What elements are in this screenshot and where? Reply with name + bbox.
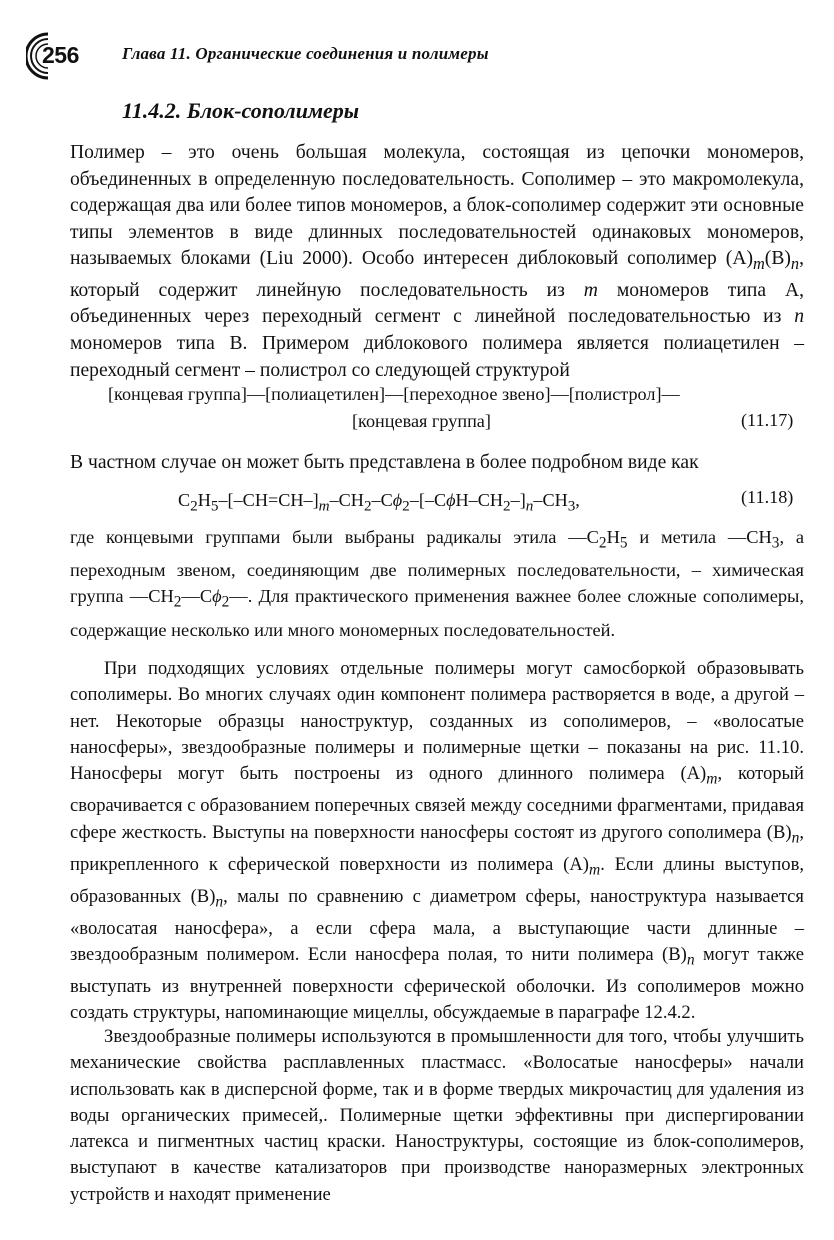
variable: m — [583, 279, 598, 301]
text-run: , который содержит линейную последовательность из — [70, 248, 804, 301]
formula-phi: ϕ — [446, 490, 456, 510]
equation-number-11-18: (11.18) — [741, 487, 794, 507]
paragraph-detail-intro: В частном случае он может быть представлена в более подробном виде как — [70, 452, 699, 473]
text-run: —. Для практического применения важнее более сложные сополимеры, содержащие несколько или много мономерных последовательностей. — [70, 586, 805, 640]
paragraph-intro — [70, 140, 804, 384]
formula-part: –[–CH=CH–] — [218, 490, 319, 510]
formula-part: –CH — [329, 490, 364, 510]
formula-subscript: 5 — [210, 497, 219, 515]
text-run: мономеров типа В. Примером диблокового полимера является полиацетилен – переходный сегмент – полистрол со следующей структурой — [70, 333, 804, 381]
subscript: 2 — [221, 594, 230, 612]
equation-11-18 — [178, 487, 580, 520]
formula-part: C — [178, 490, 191, 510]
formula-part: H — [197, 490, 211, 510]
page-number: 256 — [42, 42, 79, 68]
formula-part: –CH — [533, 490, 568, 510]
formula-part: –C — [371, 490, 393, 510]
text-run: (В) — [764, 248, 791, 270]
text-run: , а переходным звеном, соединяющим две полимерных последовательности, – химическая группа —CH — [70, 527, 805, 607]
text-run: могут также выступать из внутренней поверхности сферической оболочки. Из сополимеров можно создать структуры, напоминающие мицеллы, обсуждаемые в параграфе 12.4.2. — [70, 943, 804, 1024]
subscript: n — [790, 254, 800, 274]
subscript: m — [753, 254, 765, 274]
formula-part: , — [575, 490, 580, 510]
section-title: 11.4.2. Блок-сополимеры — [122, 98, 360, 123]
equation-11-17-line-1: [концевая группа]—[полиацетилен]—[переходное звено]—[полистрол]— — [108, 384, 680, 404]
text-run: H — [606, 527, 620, 547]
equation-11-17-line-2: [концевая группа] — [352, 411, 491, 431]
formula-part: H–CH — [455, 490, 504, 510]
formula-subscript: 2 — [190, 497, 198, 515]
paragraph-applications: Звездообразные полимеры используются в промышленности для того, чтобы улучшить механические свойства расплавленных пластмасс. «Волосатые наносферы» начали использовать как в дисперсной форме, так и в форме твердых микрочастиц для удаления из воды органических примесей,. Полимерные щетки эффективны при диспергировании латекса и пигментных частиц краски. Наноструктуры, состоящие из блок-сополимеров, выступают в качестве катализаторов при производстве наноразмерных электронных устройств и находят применение — [70, 1026, 804, 1205]
subscript: 3 — [771, 534, 780, 552]
paragraph-end-groups — [70, 524, 804, 643]
subscript: 2 — [598, 534, 607, 552]
text-run: , малы по сравнению с диаметром сферы, наноструктура называется «волосатая наносфера», а если сфера мала, а выступающие части длинные – звездообразным полимером. Если наносфера полая, то нити полимера (В) — [70, 885, 804, 965]
phi-symbol: ϕ — [212, 586, 222, 607]
subscript: 5 — [619, 534, 628, 552]
text-run: —C — [181, 586, 213, 607]
text-run: . Если длины выступов, образованных (В) — [70, 853, 804, 907]
formula-subscript: 2 — [363, 497, 372, 515]
paragraph-self-assembly — [70, 656, 804, 1026]
subscript: n — [215, 893, 224, 911]
running-title: Глава 11. Органические соединения и полимеры — [122, 44, 489, 63]
text-run: мономеров типа А, объединенных через переходный сегмент с линейной последовательностью из — [70, 279, 804, 328]
text-run: Полимер – это очень большая молекула, состоящая из цепочки мономеров, объединенных в определенную последовательность. Сополимер – это макромолекула, содержащая два или более типов мономеров, а блок-сополимер содержит эти основные типы элементов в виде длинных последовательностей одинаковых мономеров, называемых блоками (Liu 2000). Особо интересен диблоковый сополимер (А) — [70, 142, 804, 270]
variable: n — [794, 306, 804, 328]
formula-phi: ϕ — [392, 490, 403, 510]
equation-number-11-17: (11.17) — [741, 410, 794, 430]
formula-subscript: 3 — [567, 497, 576, 515]
text-run: , прикрепленного к сферической поверхности из полимера (А) — [70, 821, 804, 875]
text-run: При подходящих условиях отдельные полимеры могут самосборкой образовывать сополимеры. Во многих случаях один компонент полимера растворяется в воде, а другой – нет. Некоторые образцы наноструктур, созданных из сополимеров, – «волосатые наносферы», звездообразные полимеры и полимерные щетки – показаны на рис. 11.10. Наносферы могут быть построены из одного длинного полимера (А) — [70, 658, 804, 785]
formula-subscript: 2 — [402, 497, 410, 515]
formula-subscript: m — [318, 497, 330, 515]
subscript: n — [686, 951, 695, 969]
formula-subscript: 2 — [503, 497, 511, 515]
formula-part: –[–C — [409, 490, 447, 510]
formula-subscript: n — [525, 497, 534, 515]
text-run: , который сворачивается с образованием поперечных связей между соседними фрагментами, придавая сфере жесткость. Выступы на поверхности наносферы состоят из другого сополимера (В) — [70, 763, 805, 843]
text-run: где концевыми группами были выбраны радикалы этила —C — [70, 527, 599, 547]
subscript: m — [588, 861, 601, 879]
formula-part: –] — [510, 490, 526, 510]
text-run: и метила —CH — [627, 527, 772, 547]
subscript: n — [791, 829, 800, 847]
page-number-badge — [26, 30, 102, 82]
subscript: m — [706, 770, 718, 788]
subscript: 2 — [173, 594, 182, 612]
